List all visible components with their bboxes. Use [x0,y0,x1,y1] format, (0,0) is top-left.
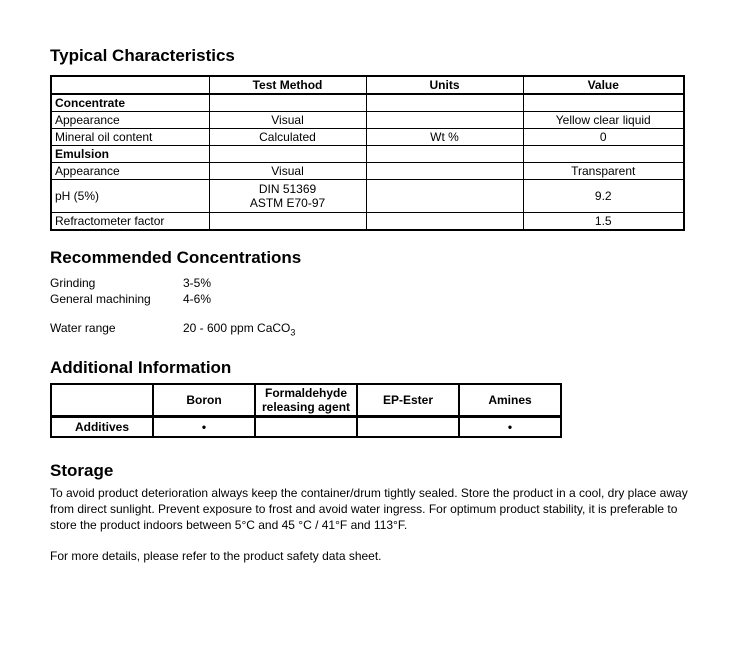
cell-test-method [209,180,366,213]
cell-amines-bullet: • [459,417,561,438]
cell-units [366,112,523,129]
test-method-line-1: DIN 51369 [258,182,317,196]
table-row-emulsion-appearance [51,163,684,180]
concentrations-list [50,275,751,340]
test-method-line-2: ASTM E70-97 [249,196,326,210]
section-title-additional-information: Additional Information [50,358,232,378]
cell-units [366,146,523,163]
row-label: pH (5%) [51,180,209,213]
header-cell-ep-ester: EP-Ester [357,384,459,417]
header-cell-value: Value [523,76,684,94]
row-label: Concentrate [51,94,209,112]
header-cell-empty [51,384,153,417]
table-row-additives [51,417,561,438]
cell-test-method [209,146,366,163]
row-label: Refractometer factor [51,213,209,231]
cell-value: Transparent [523,163,684,180]
cell-test-method: Calculated [209,129,366,146]
cell-ep-ester [357,417,459,438]
concentration-value: 3-5% [183,276,212,290]
row-label-additives: Additives [51,417,153,438]
storage-paragraph-line-2: from direct sunlight. Prevent exposure to frost and avoid water ingress. For optimum product stability, it is preferable to [50,502,678,517]
cell-test-method [209,94,366,112]
row-label: Appearance [51,112,209,129]
header-cell-units: Units [366,76,523,94]
water-range-value: 20 - 600 ppm CaCO [183,321,291,335]
cell-units [366,94,523,112]
cell-units [366,213,523,231]
section-title-typical-characteristics: Typical Characteristics [50,46,235,65]
concentration-label: General machining [50,292,151,306]
table-row-concentrate-group [51,94,684,112]
cell-value: 1.5 [523,213,684,231]
concentration-row-general-machining [50,291,751,307]
cell-test-method: Visual [209,163,366,180]
header-cell-amines: Amines [459,384,561,417]
header-cell-empty [51,76,209,94]
header-cell-boron: Boron [153,384,255,417]
cell-value [523,94,684,112]
row-label: Appearance [51,163,209,180]
table-row-refractometer-factor [51,213,684,231]
safety-data-sheet-note: For more details, please refer to the product safety data sheet. [50,549,382,564]
additional-information-table [50,383,562,438]
table-row-emulsion-group [51,146,684,163]
header-cell-formaldehyde-releasing-agent: Formaldehyde releasing agent [255,384,357,417]
cell-value: Yellow clear liquid [523,112,684,129]
concentration-label: Water range [50,321,116,335]
row-label: Mineral oil content [51,129,209,146]
table-row-concentrate-appearance [51,112,684,129]
cell-test-method: Visual [209,112,366,129]
cell-value: 9.2 [523,180,684,213]
row-label: Emulsion [51,146,209,163]
cell-boron-bullet: • [153,417,255,438]
cell-units [366,180,523,213]
header-cell-test-method: Test Method [209,76,366,94]
table-row-mineral-oil-content [51,129,684,146]
table-header-row [51,76,684,94]
concentration-label: Grinding [50,276,96,290]
cell-value: 0 [523,129,684,146]
concentration-value: 4-6% [183,292,212,306]
cell-test-method [209,213,366,231]
storage-paragraph-line-1: To avoid product deterioration always keep the container/drum tightly sealed. Store the product in a cool, dry place away [50,486,688,501]
section-title-recommended-concentrations: Recommended Concentrations [50,248,302,267]
cell-units [366,163,523,180]
storage-paragraph [50,485,751,533]
cell-units: Wt % [366,129,523,146]
concentration-row-water-range [50,320,751,340]
water-range-value-subscript: 3 [290,327,296,338]
table-header-row [51,384,561,417]
cell-value [523,146,684,163]
section-title-storage: Storage [50,461,114,481]
table-row-ph [51,180,684,213]
concentration-row-grinding [50,275,751,291]
storage-paragraph-line-3: store the product indoors between 5°C and 45 °C / 41°F and 113°F. [50,518,408,533]
typical-characteristics-table [50,75,685,231]
cell-formaldehyde-releasing-agent [255,417,357,438]
